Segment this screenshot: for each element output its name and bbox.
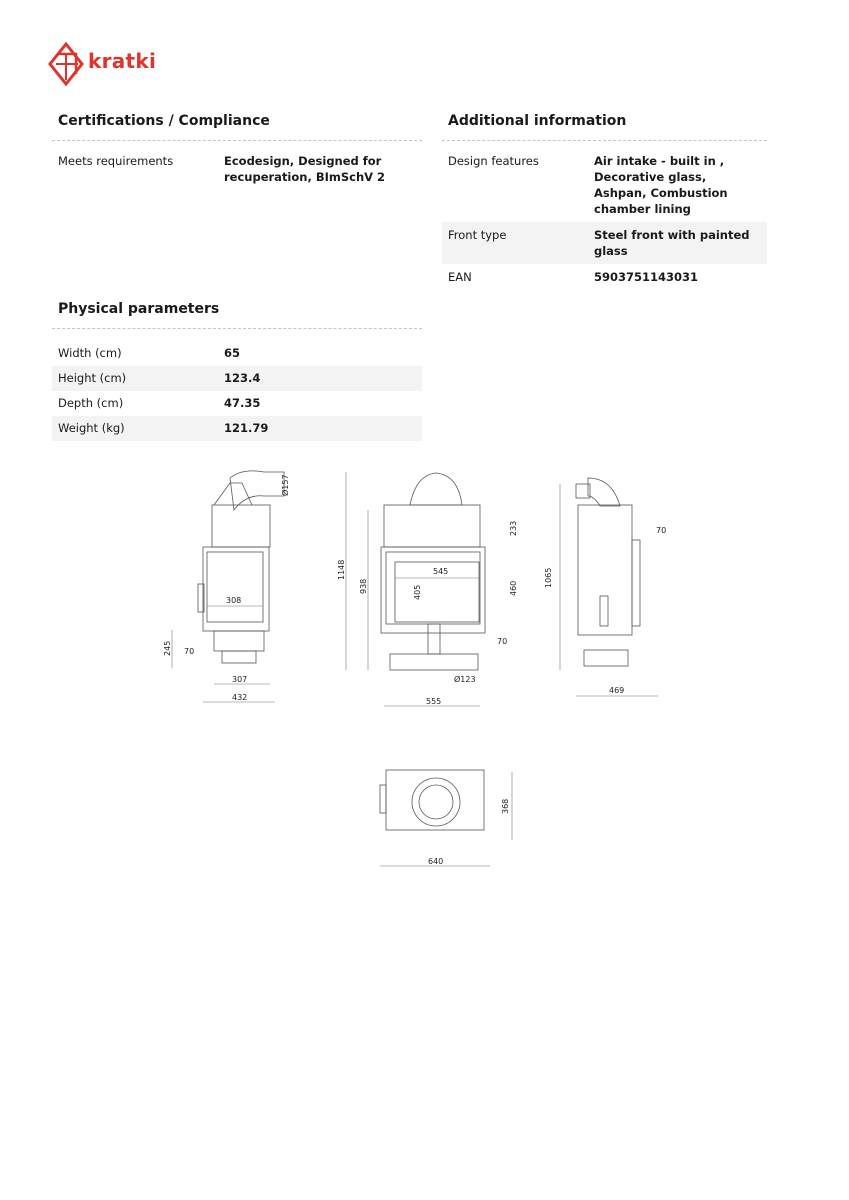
table-row bbox=[442, 264, 767, 290]
table-row bbox=[52, 148, 422, 190]
table-row bbox=[52, 416, 422, 441]
dim-front-frame: 460 bbox=[509, 580, 518, 596]
dim-front-total: 1148 bbox=[337, 559, 346, 580]
table-row bbox=[442, 148, 767, 222]
certifications-title: Certifications / Compliance bbox=[52, 110, 422, 141]
row-label: Depth (cm) bbox=[58, 396, 124, 410]
row-label: Width (cm) bbox=[58, 346, 122, 360]
table-row bbox=[52, 366, 422, 391]
row-label: Design features bbox=[448, 154, 539, 168]
dim-front-intake-offset: 70 bbox=[497, 637, 508, 646]
dim-front-glass-height: 405 bbox=[413, 584, 422, 600]
physical-params-title: Physical parameters bbox=[52, 298, 422, 329]
dim-rear-depth: 469 bbox=[609, 686, 625, 695]
dim-front-intake-dia: Ø123 bbox=[454, 675, 476, 684]
dim-rear-height: 1065 bbox=[544, 567, 553, 588]
row-value: Ecodesign, Designed for recuperation, BImSchV 2 bbox=[224, 154, 386, 184]
dim-rear-offset: 70 bbox=[656, 526, 667, 535]
side-view-drawing bbox=[198, 471, 284, 663]
row-label: Front type bbox=[448, 228, 507, 242]
row-value: Air intake - built in , Decorative glass, Ashpan, Combustion chamber lining bbox=[594, 154, 728, 216]
row-value: 5903751143031 bbox=[594, 270, 699, 284]
row-label: Meets requirements bbox=[58, 154, 174, 168]
table-row bbox=[52, 341, 422, 366]
row-label: EAN bbox=[448, 270, 472, 284]
table-row bbox=[442, 222, 767, 264]
additional-info-title: Additional information bbox=[442, 110, 767, 141]
dim-front-glass-width: 545 bbox=[433, 567, 449, 576]
dim-side-base: 307 bbox=[232, 675, 248, 684]
row-label: Weight (kg) bbox=[58, 421, 125, 435]
brand-name: kratki bbox=[88, 49, 157, 73]
certifications-section bbox=[52, 110, 422, 190]
dim-top-width: 640 bbox=[428, 857, 444, 866]
dim-side-window: 308 bbox=[226, 596, 242, 605]
dim-side-overall: 432 bbox=[232, 693, 248, 702]
dim-side-foot: 70 bbox=[184, 647, 195, 656]
dim-side-flue: Ø157 bbox=[281, 474, 290, 496]
row-value: 121.79 bbox=[224, 421, 269, 435]
row-value: 123.4 bbox=[224, 371, 261, 385]
dim-front-top: 233 bbox=[509, 520, 518, 536]
dim-front-width: 555 bbox=[426, 697, 442, 706]
top-view-drawing bbox=[380, 770, 484, 830]
row-value: Steel front with painted glass bbox=[594, 228, 750, 258]
row-value: 47.35 bbox=[224, 396, 261, 410]
row-label: Height (cm) bbox=[58, 371, 127, 385]
row-value: 65 bbox=[224, 346, 241, 360]
dim-top-depth: 368 bbox=[501, 798, 510, 814]
physical-params-section bbox=[52, 298, 422, 441]
front-view-drawing bbox=[381, 473, 485, 670]
dim-side-leg: 245 bbox=[163, 640, 172, 656]
table-row bbox=[52, 391, 422, 416]
dim-front-body: 938 bbox=[359, 578, 368, 594]
additional-info-section bbox=[442, 110, 767, 290]
rear-view-drawing bbox=[576, 478, 640, 666]
